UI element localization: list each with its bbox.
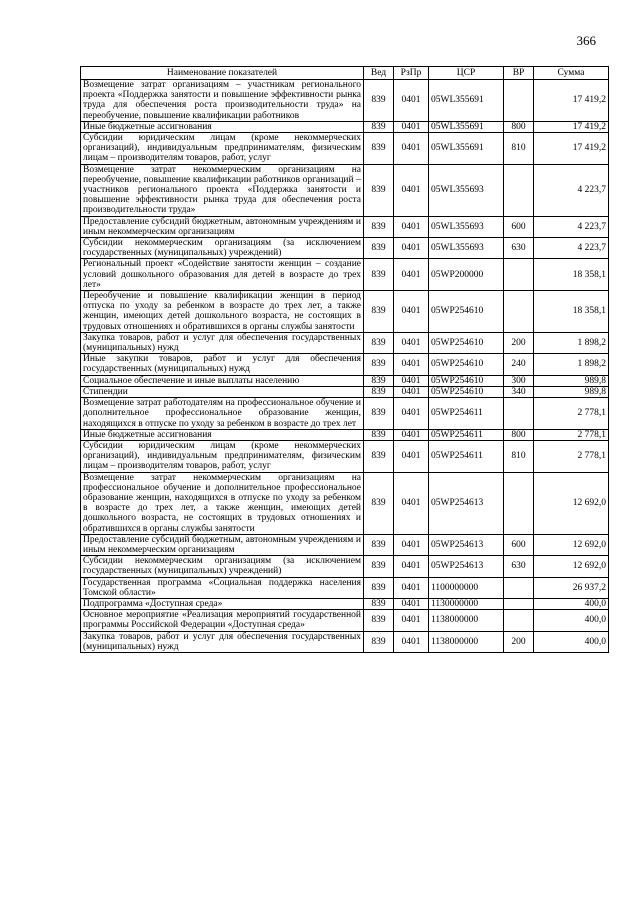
cell-rzpr: 0401 xyxy=(394,534,429,555)
cell-name: Возмещение затрат организациям – участникам регионального проекта «Поддержка занятости и повышение эффективности рынка труда для обеспечения роста производительности труда» на переобучение, повышение квалификации работников xyxy=(81,80,364,122)
cell-sum: 18 358,1 xyxy=(534,259,609,291)
cell-sum: 400,0 xyxy=(534,631,609,652)
cell-vr xyxy=(504,610,534,631)
cell-vr: 200 xyxy=(504,631,534,652)
cell-vr xyxy=(504,398,534,430)
table-row xyxy=(81,534,609,555)
cell-ved: 839 xyxy=(364,259,394,291)
table-row xyxy=(81,598,609,609)
table-header xyxy=(81,67,609,80)
cell-vr: 800 xyxy=(504,121,534,132)
table-row xyxy=(81,354,609,375)
budget-table xyxy=(80,66,609,653)
cell-name: Подпрограмма «Доступная среда» xyxy=(81,598,364,609)
cell-rzpr: 0401 xyxy=(394,164,429,216)
cell-csr: 1100000000 xyxy=(429,577,504,598)
table-row xyxy=(81,398,609,430)
cell-ved: 839 xyxy=(364,80,394,122)
cell-ved: 839 xyxy=(364,610,394,631)
cell-rzpr: 0401 xyxy=(394,386,429,397)
cell-csr: 05WL355691 xyxy=(429,133,504,165)
cell-vr: 200 xyxy=(504,332,534,353)
cell-name: Иные бюджетные ассигнования xyxy=(81,121,364,132)
table-row xyxy=(81,556,609,577)
cell-sum: 4 223,7 xyxy=(534,216,609,237)
table-row xyxy=(81,238,609,259)
cell-sum: 26 937,2 xyxy=(534,577,609,598)
cell-ved: 839 xyxy=(364,121,394,132)
page-number: 366 xyxy=(576,33,596,48)
table-row xyxy=(81,429,609,440)
cell-name: Субсидии некоммерческим организациям (за исключением государственных (муниципальных) учреждений) xyxy=(81,556,364,577)
cell-name: Предоставление субсидий бюджетным, автономным учреждениям и иным некоммерческим организациям xyxy=(81,534,364,555)
header-sum: Сумма xyxy=(534,67,609,80)
cell-sum: 2 778,1 xyxy=(534,429,609,440)
cell-name: Возмещение затрат работодателям на профессиональное обучение и дополнительное профессиональное образование женщин, находящихся в отпуске по уходу за ребенком в возрасте до трех лет xyxy=(81,398,364,430)
cell-rzpr: 0401 xyxy=(394,598,429,609)
cell-vr: 630 xyxy=(504,238,534,259)
cell-sum: 17 419,2 xyxy=(534,133,609,165)
cell-name: Иные бюджетные ассигнования xyxy=(81,429,364,440)
cell-ved: 839 xyxy=(364,354,394,375)
cell-csr: 05WP254610 xyxy=(429,291,504,333)
table-row xyxy=(81,332,609,353)
cell-sum: 989,8 xyxy=(534,386,609,397)
cell-vr: 600 xyxy=(504,216,534,237)
cell-vr xyxy=(504,164,534,216)
cell-vr: 630 xyxy=(504,556,534,577)
cell-ved: 839 xyxy=(364,238,394,259)
table-row xyxy=(81,259,609,291)
cell-csr: 1130000000 xyxy=(429,598,504,609)
cell-vr: 240 xyxy=(504,354,534,375)
cell-csr: 05WP254610 xyxy=(429,386,504,397)
cell-ved: 839 xyxy=(364,429,394,440)
cell-vr: 600 xyxy=(504,534,534,555)
header-ved: Вед xyxy=(364,67,394,80)
cell-sum: 1 898,2 xyxy=(534,354,609,375)
table-row xyxy=(81,216,609,237)
cell-vr xyxy=(504,291,534,333)
table-body xyxy=(81,80,609,653)
cell-name: Стипендии xyxy=(81,386,364,397)
table-row xyxy=(81,80,609,122)
cell-rzpr: 0401 xyxy=(394,610,429,631)
cell-ved: 839 xyxy=(364,291,394,333)
cell-name: Субсидии некоммерческим организациям (за исключением государственных (муниципальных) учреждений) xyxy=(81,238,364,259)
cell-ved: 839 xyxy=(364,332,394,353)
cell-sum: 1 898,2 xyxy=(534,332,609,353)
cell-rzpr: 0401 xyxy=(394,375,429,386)
cell-name: Закупка товаров, работ и услуг для обеспечения государственных (муниципальных) нужд xyxy=(81,631,364,652)
cell-ved: 839 xyxy=(364,164,394,216)
cell-name: Социальное обеспечение и иные выплаты населению xyxy=(81,375,364,386)
cell-vr xyxy=(504,472,534,534)
cell-name: Закупка товаров, работ и услуг для обеспечения государственных (муниципальных) нужд xyxy=(81,332,364,353)
cell-rzpr: 0401 xyxy=(394,556,429,577)
cell-ved: 839 xyxy=(364,386,394,397)
cell-name: Субсидии юридическим лицам (кроме некоммерческих организаций), индивидуальным предпринимателям, физическим лицам – производителям товаров, работ, услуг xyxy=(81,133,364,165)
cell-sum: 4 223,7 xyxy=(534,238,609,259)
table-row xyxy=(81,610,609,631)
cell-sum: 989,8 xyxy=(534,375,609,386)
cell-name: Возмещение затрат некоммерческим организациям на переобучение, повышение квалификации работников организаций – участников регионального проекта «Поддержка занятости и повышение эффективности рынка труда для обеспечения роста производительности труда» xyxy=(81,164,364,216)
cell-sum: 17 419,2 xyxy=(534,121,609,132)
cell-sum: 12 692,0 xyxy=(534,472,609,534)
cell-sum: 400,0 xyxy=(534,598,609,609)
cell-csr: 05WP254611 xyxy=(429,429,504,440)
cell-csr: 05WP254610 xyxy=(429,375,504,386)
cell-sum: 2 778,1 xyxy=(534,440,609,472)
cell-vr: 810 xyxy=(504,440,534,472)
cell-rzpr: 0401 xyxy=(394,121,429,132)
cell-rzpr: 0401 xyxy=(394,398,429,430)
cell-ved: 839 xyxy=(364,534,394,555)
table-row xyxy=(81,375,609,386)
cell-rzpr: 0401 xyxy=(394,354,429,375)
table-row xyxy=(81,133,609,165)
cell-rzpr: 0401 xyxy=(394,133,429,165)
table-row xyxy=(81,472,609,534)
cell-rzpr: 0401 xyxy=(394,291,429,333)
cell-csr: 05WL355691 xyxy=(429,121,504,132)
cell-vr xyxy=(504,80,534,122)
cell-rzpr: 0401 xyxy=(394,577,429,598)
table-row xyxy=(81,577,609,598)
cell-ved: 839 xyxy=(364,398,394,430)
cell-ved: 839 xyxy=(364,631,394,652)
cell-sum: 12 692,0 xyxy=(534,556,609,577)
table-row xyxy=(81,291,609,333)
cell-rzpr: 0401 xyxy=(394,259,429,291)
cell-ved: 839 xyxy=(364,556,394,577)
cell-csr: 05WL355693 xyxy=(429,238,504,259)
cell-ved: 839 xyxy=(364,472,394,534)
cell-ved: 839 xyxy=(364,216,394,237)
header-vr: ВР xyxy=(504,67,534,80)
cell-vr: 300 xyxy=(504,375,534,386)
cell-csr: 05WP254610 xyxy=(429,332,504,353)
cell-rzpr: 0401 xyxy=(394,216,429,237)
cell-csr: 05WL355693 xyxy=(429,164,504,216)
cell-csr: 1138000000 xyxy=(429,631,504,652)
cell-vr: 810 xyxy=(504,133,534,165)
cell-vr: 800 xyxy=(504,429,534,440)
cell-csr: 1138000000 xyxy=(429,610,504,631)
cell-vr xyxy=(504,577,534,598)
header-row xyxy=(81,67,609,80)
cell-rzpr: 0401 xyxy=(394,238,429,259)
cell-csr: 05WL355691 xyxy=(429,80,504,122)
cell-rzpr: 0401 xyxy=(394,631,429,652)
cell-sum: 2 778,1 xyxy=(534,398,609,430)
table-row xyxy=(81,440,609,472)
cell-ved: 839 xyxy=(364,440,394,472)
table-row xyxy=(81,121,609,132)
cell-vr xyxy=(504,598,534,609)
cell-rzpr: 0401 xyxy=(394,472,429,534)
table-row xyxy=(81,164,609,216)
cell-rzpr: 0401 xyxy=(394,440,429,472)
cell-sum: 12 692,0 xyxy=(534,534,609,555)
cell-sum: 400,0 xyxy=(534,610,609,631)
cell-vr xyxy=(504,259,534,291)
table-row xyxy=(81,386,609,397)
cell-name: Предоставление субсидий бюджетным, автономным учреждениям и иным некоммерческим организациям xyxy=(81,216,364,237)
cell-csr: 05WP254613 xyxy=(429,472,504,534)
table-row xyxy=(81,631,609,652)
cell-name: Переобучение и повышение квалификации женщин в период отпуска по уходу за ребенком в возрасте до трех лет, а также женщин, имеющих детей дошкольного возраста, не состоящих в трудовых отношениях и обратившихся в органы службы занятости xyxy=(81,291,364,333)
cell-name: Возмещение затрат некоммерческим организациям на профессиональное обучение и дополнительное профессиональное образование женщин, находящихся в отпуске по уходу за ребенком в возрасте до трех лет, а также женщин, имеющих детей дошкольного возраста, не состоящих в трудовых отношениях и обратившихся в органы службы занятости xyxy=(81,472,364,534)
cell-name: Основное мероприятие «Реализация мероприятий государственной программы Российской Федерации «Доступная среда» xyxy=(81,610,364,631)
cell-vr: 340 xyxy=(504,386,534,397)
cell-csr: 05WP200000 xyxy=(429,259,504,291)
cell-sum: 4 223,7 xyxy=(534,164,609,216)
cell-sum: 18 358,1 xyxy=(534,291,609,333)
cell-csr: 05WP254610 xyxy=(429,354,504,375)
cell-rzpr: 0401 xyxy=(394,429,429,440)
cell-ved: 839 xyxy=(364,133,394,165)
cell-rzpr: 0401 xyxy=(394,80,429,122)
cell-csr: 05WP254611 xyxy=(429,398,504,430)
header-rzpr: РзПр xyxy=(394,67,429,80)
cell-ved: 839 xyxy=(364,598,394,609)
cell-name: Региональный проект «Содействие занятости женщин – создание условий дошкольного образования для детей в возрасте до трех лет» xyxy=(81,259,364,291)
cell-sum: 17 419,2 xyxy=(534,80,609,122)
cell-ved: 839 xyxy=(364,375,394,386)
cell-name: Иные закупки товаров, работ и услуг для обеспечения государственных (муниципальных) нужд xyxy=(81,354,364,375)
cell-name: Субсидии юридическим лицам (кроме некоммерческих организаций), индивидуальным предпринимателям, физическим лицам – производителям товаров, работ, услуг xyxy=(81,440,364,472)
cell-csr: 05WP254611 xyxy=(429,440,504,472)
cell-name: Государственная программа «Социальная поддержка населения Томской области» xyxy=(81,577,364,598)
cell-rzpr: 0401 xyxy=(394,332,429,353)
cell-csr: 05WP254613 xyxy=(429,534,504,555)
cell-ved: 839 xyxy=(364,577,394,598)
cell-csr: 05WP254613 xyxy=(429,556,504,577)
header-name: Наименование показателей xyxy=(81,67,364,80)
cell-csr: 05WL355693 xyxy=(429,216,504,237)
header-csr: ЦСР xyxy=(429,67,504,80)
